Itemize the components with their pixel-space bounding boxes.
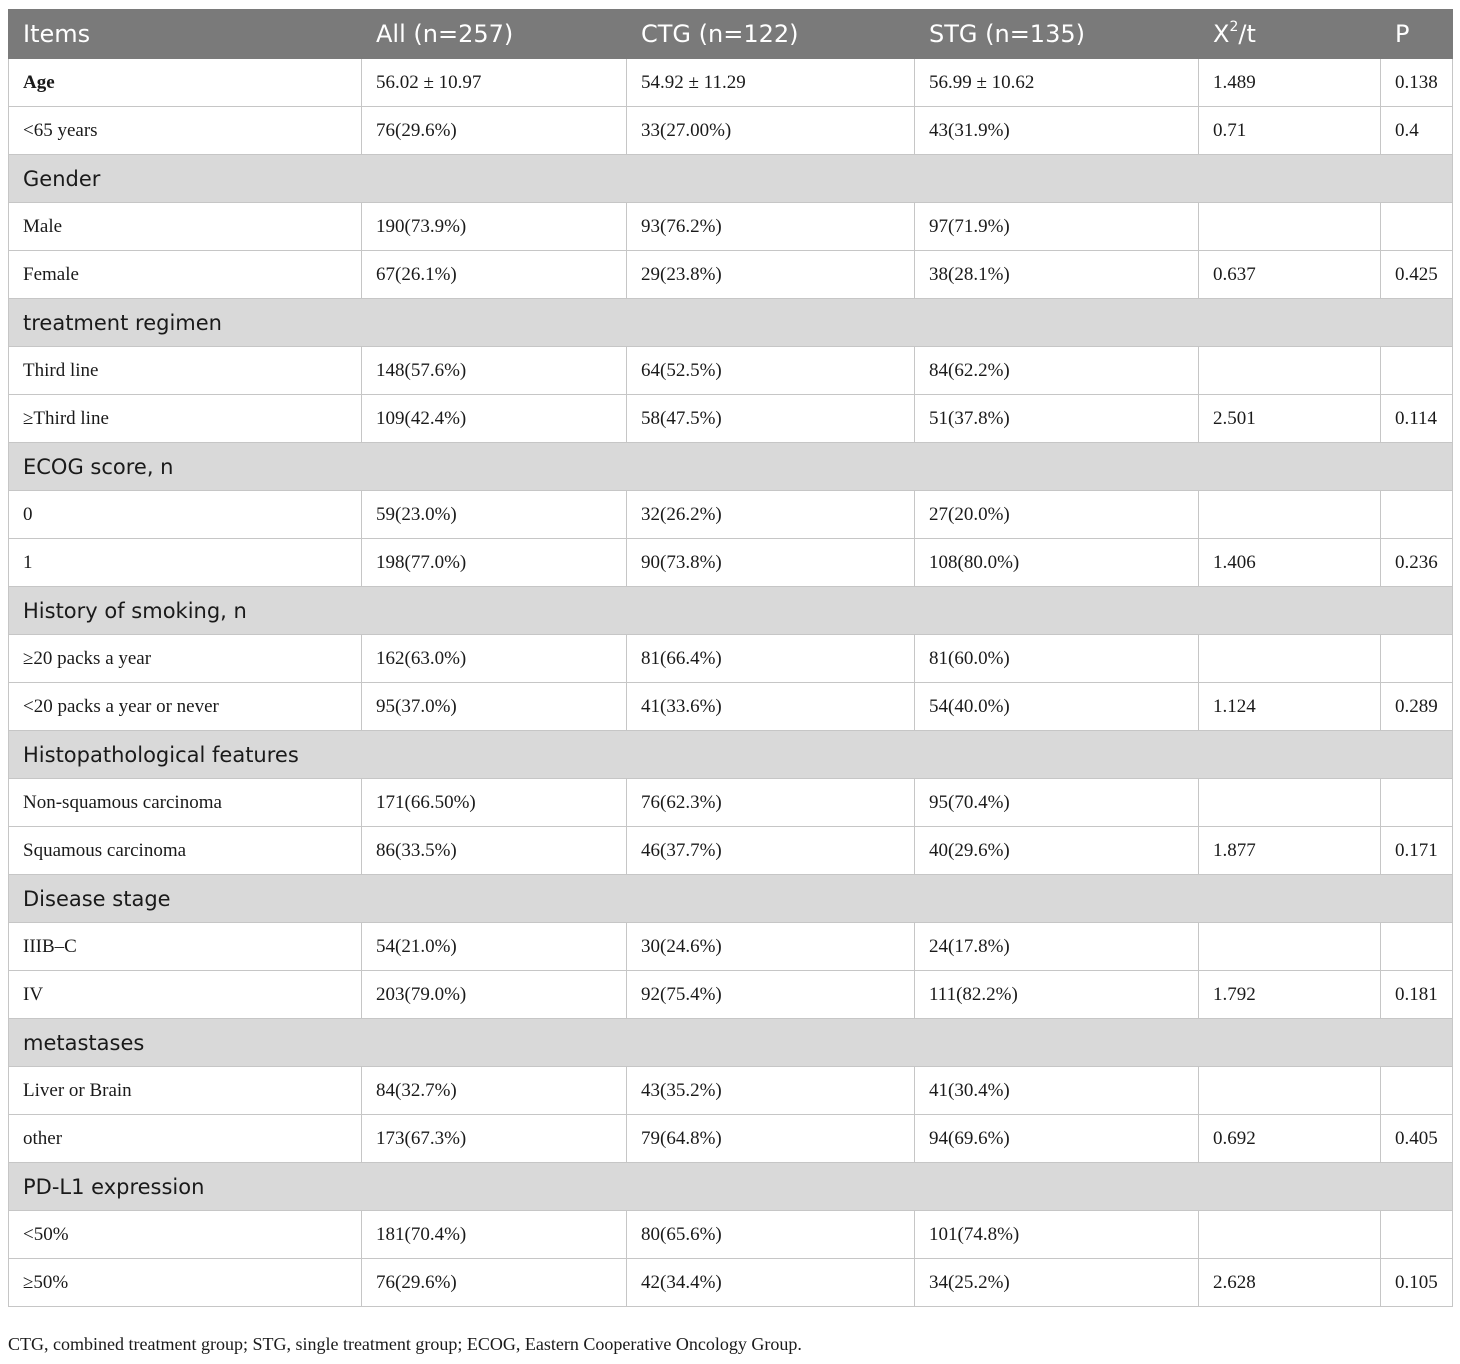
row-label: Female xyxy=(9,251,362,299)
table-row xyxy=(9,1259,1453,1307)
cell-statistic: 1.124 xyxy=(1199,683,1381,731)
section-label: PD-L1 expression xyxy=(9,1163,1453,1211)
cell-p xyxy=(1381,1211,1453,1259)
cell-all: 148(57.6%) xyxy=(362,347,627,395)
cell-ctg: 92(75.4%) xyxy=(627,971,915,1019)
row-label: Third line xyxy=(9,347,362,395)
cell-stg: 51(37.8%) xyxy=(915,395,1199,443)
row-label: Male xyxy=(9,203,362,251)
table-row xyxy=(9,971,1453,1019)
cell-stg: 81(60.0%) xyxy=(915,635,1199,683)
cell-all: 173(67.3%) xyxy=(362,1115,627,1163)
cell-stg: 94(69.6%) xyxy=(915,1115,1199,1163)
cell-statistic: 0.71 xyxy=(1199,107,1381,155)
cell-ctg: 58(47.5%) xyxy=(627,395,915,443)
section-label: ECOG score, n xyxy=(9,443,1453,491)
cell-statistic xyxy=(1199,923,1381,971)
section-header-row xyxy=(9,587,1453,635)
table-row xyxy=(9,251,1453,299)
cell-stg: 56.99 ± 10.62 xyxy=(915,59,1199,107)
cell-statistic: 0.692 xyxy=(1199,1115,1381,1163)
row-label: <20 packs a year or never xyxy=(9,683,362,731)
cell-ctg: 76(62.3%) xyxy=(627,779,915,827)
table-row xyxy=(9,683,1453,731)
cell-stg: 24(17.8%) xyxy=(915,923,1199,971)
cell-all: 84(32.7%) xyxy=(362,1067,627,1115)
section-header-row xyxy=(9,155,1453,203)
cell-p: 0.289 xyxy=(1381,683,1453,731)
header-statistic-suffix: /t xyxy=(1238,20,1256,48)
cell-p: 0.181 xyxy=(1381,971,1453,1019)
cell-ctg: 30(24.6%) xyxy=(627,923,915,971)
header-items: Items xyxy=(9,10,362,59)
cell-statistic xyxy=(1199,1067,1381,1115)
cell-statistic: 0.637 xyxy=(1199,251,1381,299)
cell-stg: 27(20.0%) xyxy=(915,491,1199,539)
cell-ctg: 43(35.2%) xyxy=(627,1067,915,1115)
cell-stg: 43(31.9%) xyxy=(915,107,1199,155)
cell-ctg: 41(33.6%) xyxy=(627,683,915,731)
cell-stg: 97(71.9%) xyxy=(915,203,1199,251)
cell-p: 0.114 xyxy=(1381,395,1453,443)
cell-statistic xyxy=(1199,203,1381,251)
baseline-characteristics-table xyxy=(8,9,1453,1307)
header-statistic-base: X xyxy=(1213,20,1230,48)
cell-stg: 38(28.1%) xyxy=(915,251,1199,299)
header-row xyxy=(9,10,1453,59)
header-all: All (n=257) xyxy=(362,10,627,59)
cell-stg: 54(40.0%) xyxy=(915,683,1199,731)
table-row xyxy=(9,395,1453,443)
row-label: ≥50% xyxy=(9,1259,362,1307)
cell-p: 0.4 xyxy=(1381,107,1453,155)
cell-statistic: 2.501 xyxy=(1199,395,1381,443)
cell-stg: 111(82.2%) xyxy=(915,971,1199,1019)
cell-statistic: 1.406 xyxy=(1199,539,1381,587)
cell-ctg: 64(52.5%) xyxy=(627,347,915,395)
cell-p xyxy=(1381,1067,1453,1115)
cell-all: 59(23.0%) xyxy=(362,491,627,539)
cell-stg: 34(25.2%) xyxy=(915,1259,1199,1307)
section-header-row xyxy=(9,731,1453,779)
table-row xyxy=(9,107,1453,155)
header-stg: STG (n=135) xyxy=(915,10,1199,59)
section-header-row xyxy=(9,875,1453,923)
cell-statistic: 1.792 xyxy=(1199,971,1381,1019)
cell-stg: 108(80.0%) xyxy=(915,539,1199,587)
cell-stg: 95(70.4%) xyxy=(915,779,1199,827)
section-header-row xyxy=(9,1019,1453,1067)
row-label: other xyxy=(9,1115,362,1163)
cell-all: 203(79.0%) xyxy=(362,971,627,1019)
table-row xyxy=(9,347,1453,395)
cell-p xyxy=(1381,779,1453,827)
cell-p xyxy=(1381,491,1453,539)
table-row xyxy=(9,779,1453,827)
section-label: Histopathological features xyxy=(9,731,1453,779)
section-label: Gender xyxy=(9,155,1453,203)
cell-ctg: 90(73.8%) xyxy=(627,539,915,587)
cell-all: 181(70.4%) xyxy=(362,1211,627,1259)
header-statistic-superscript: 2 xyxy=(1229,19,1239,35)
row-label: Non-squamous carcinoma xyxy=(9,779,362,827)
section-label: History of smoking, n xyxy=(9,587,1453,635)
row-label: ≥20 packs a year xyxy=(9,635,362,683)
cell-p: 0.105 xyxy=(1381,1259,1453,1307)
table-body xyxy=(9,59,1453,1307)
table-row xyxy=(9,59,1453,107)
row-label: Squamous carcinoma xyxy=(9,827,362,875)
row-label: <50% xyxy=(9,1211,362,1259)
cell-statistic: 1.489 xyxy=(1199,59,1381,107)
cell-ctg: 54.92 ± 11.29 xyxy=(627,59,915,107)
cell-all: 190(73.9%) xyxy=(362,203,627,251)
cell-statistic xyxy=(1199,491,1381,539)
row-label: 0 xyxy=(9,491,362,539)
section-label: treatment regimen xyxy=(9,299,1453,347)
table-row xyxy=(9,491,1453,539)
table-row xyxy=(9,203,1453,251)
table-footnote: CTG, combined treatment group; STG, single treatment group; ECOG, Eastern Cooperative Oncology Group. xyxy=(8,1334,802,1354)
header-statistic xyxy=(1199,10,1381,59)
cell-statistic xyxy=(1199,1211,1381,1259)
row-label: IV xyxy=(9,971,362,1019)
cell-ctg: 79(64.8%) xyxy=(627,1115,915,1163)
cell-statistic xyxy=(1199,779,1381,827)
cell-all: 76(29.6%) xyxy=(362,1259,627,1307)
section-header-row xyxy=(9,443,1453,491)
cell-ctg: 33(27.00%) xyxy=(627,107,915,155)
cell-all: 67(26.1%) xyxy=(362,251,627,299)
row-label: IIIB–C xyxy=(9,923,362,971)
cell-p xyxy=(1381,347,1453,395)
section-label: metastases xyxy=(9,1019,1453,1067)
section-header-row xyxy=(9,1163,1453,1211)
cell-ctg: 42(34.4%) xyxy=(627,1259,915,1307)
cell-statistic: 1.877 xyxy=(1199,827,1381,875)
table-row xyxy=(9,1115,1453,1163)
cell-all: 109(42.4%) xyxy=(362,395,627,443)
section-label: Disease stage xyxy=(9,875,1453,923)
cell-ctg: 80(65.6%) xyxy=(627,1211,915,1259)
cell-stg: 84(62.2%) xyxy=(915,347,1199,395)
cell-all: 54(21.0%) xyxy=(362,923,627,971)
table-row xyxy=(9,923,1453,971)
cell-p: 0.236 xyxy=(1381,539,1453,587)
cell-p xyxy=(1381,923,1453,971)
cell-stg: 101(74.8%) xyxy=(915,1211,1199,1259)
cell-ctg: 46(37.7%) xyxy=(627,827,915,875)
cell-p: 0.425 xyxy=(1381,251,1453,299)
table-row xyxy=(9,635,1453,683)
row-label: Liver or Brain xyxy=(9,1067,362,1115)
cell-stg: 40(29.6%) xyxy=(915,827,1199,875)
cell-all: 162(63.0%) xyxy=(362,635,627,683)
cell-ctg: 29(23.8%) xyxy=(627,251,915,299)
cell-all: 76(29.6%) xyxy=(362,107,627,155)
cell-ctg: 81(66.4%) xyxy=(627,635,915,683)
cell-p xyxy=(1381,635,1453,683)
table-row xyxy=(9,539,1453,587)
cell-all: 171(66.50%) xyxy=(362,779,627,827)
cell-all: 56.02 ± 10.97 xyxy=(362,59,627,107)
cell-statistic xyxy=(1199,347,1381,395)
row-label: <65 years xyxy=(9,107,362,155)
cell-stg: 41(30.4%) xyxy=(915,1067,1199,1115)
cell-p xyxy=(1381,203,1453,251)
table-row xyxy=(9,1211,1453,1259)
cell-p: 0.405 xyxy=(1381,1115,1453,1163)
cell-all: 95(37.0%) xyxy=(362,683,627,731)
row-label: 1 xyxy=(9,539,362,587)
cell-statistic: 2.628 xyxy=(1199,1259,1381,1307)
table-row xyxy=(9,827,1453,875)
section-header-row xyxy=(9,299,1453,347)
row-label: ≥Third line xyxy=(9,395,362,443)
cell-ctg: 32(26.2%) xyxy=(627,491,915,539)
cell-p: 0.138 xyxy=(1381,59,1453,107)
cell-statistic xyxy=(1199,635,1381,683)
cell-p: 0.171 xyxy=(1381,827,1453,875)
table-row xyxy=(9,1067,1453,1115)
cell-all: 86(33.5%) xyxy=(362,827,627,875)
header-p: P xyxy=(1381,10,1453,59)
row-label: Age xyxy=(9,59,362,107)
cell-all: 198(77.0%) xyxy=(362,539,627,587)
cell-ctg: 93(76.2%) xyxy=(627,203,915,251)
header-ctg: CTG (n=122) xyxy=(627,10,915,59)
